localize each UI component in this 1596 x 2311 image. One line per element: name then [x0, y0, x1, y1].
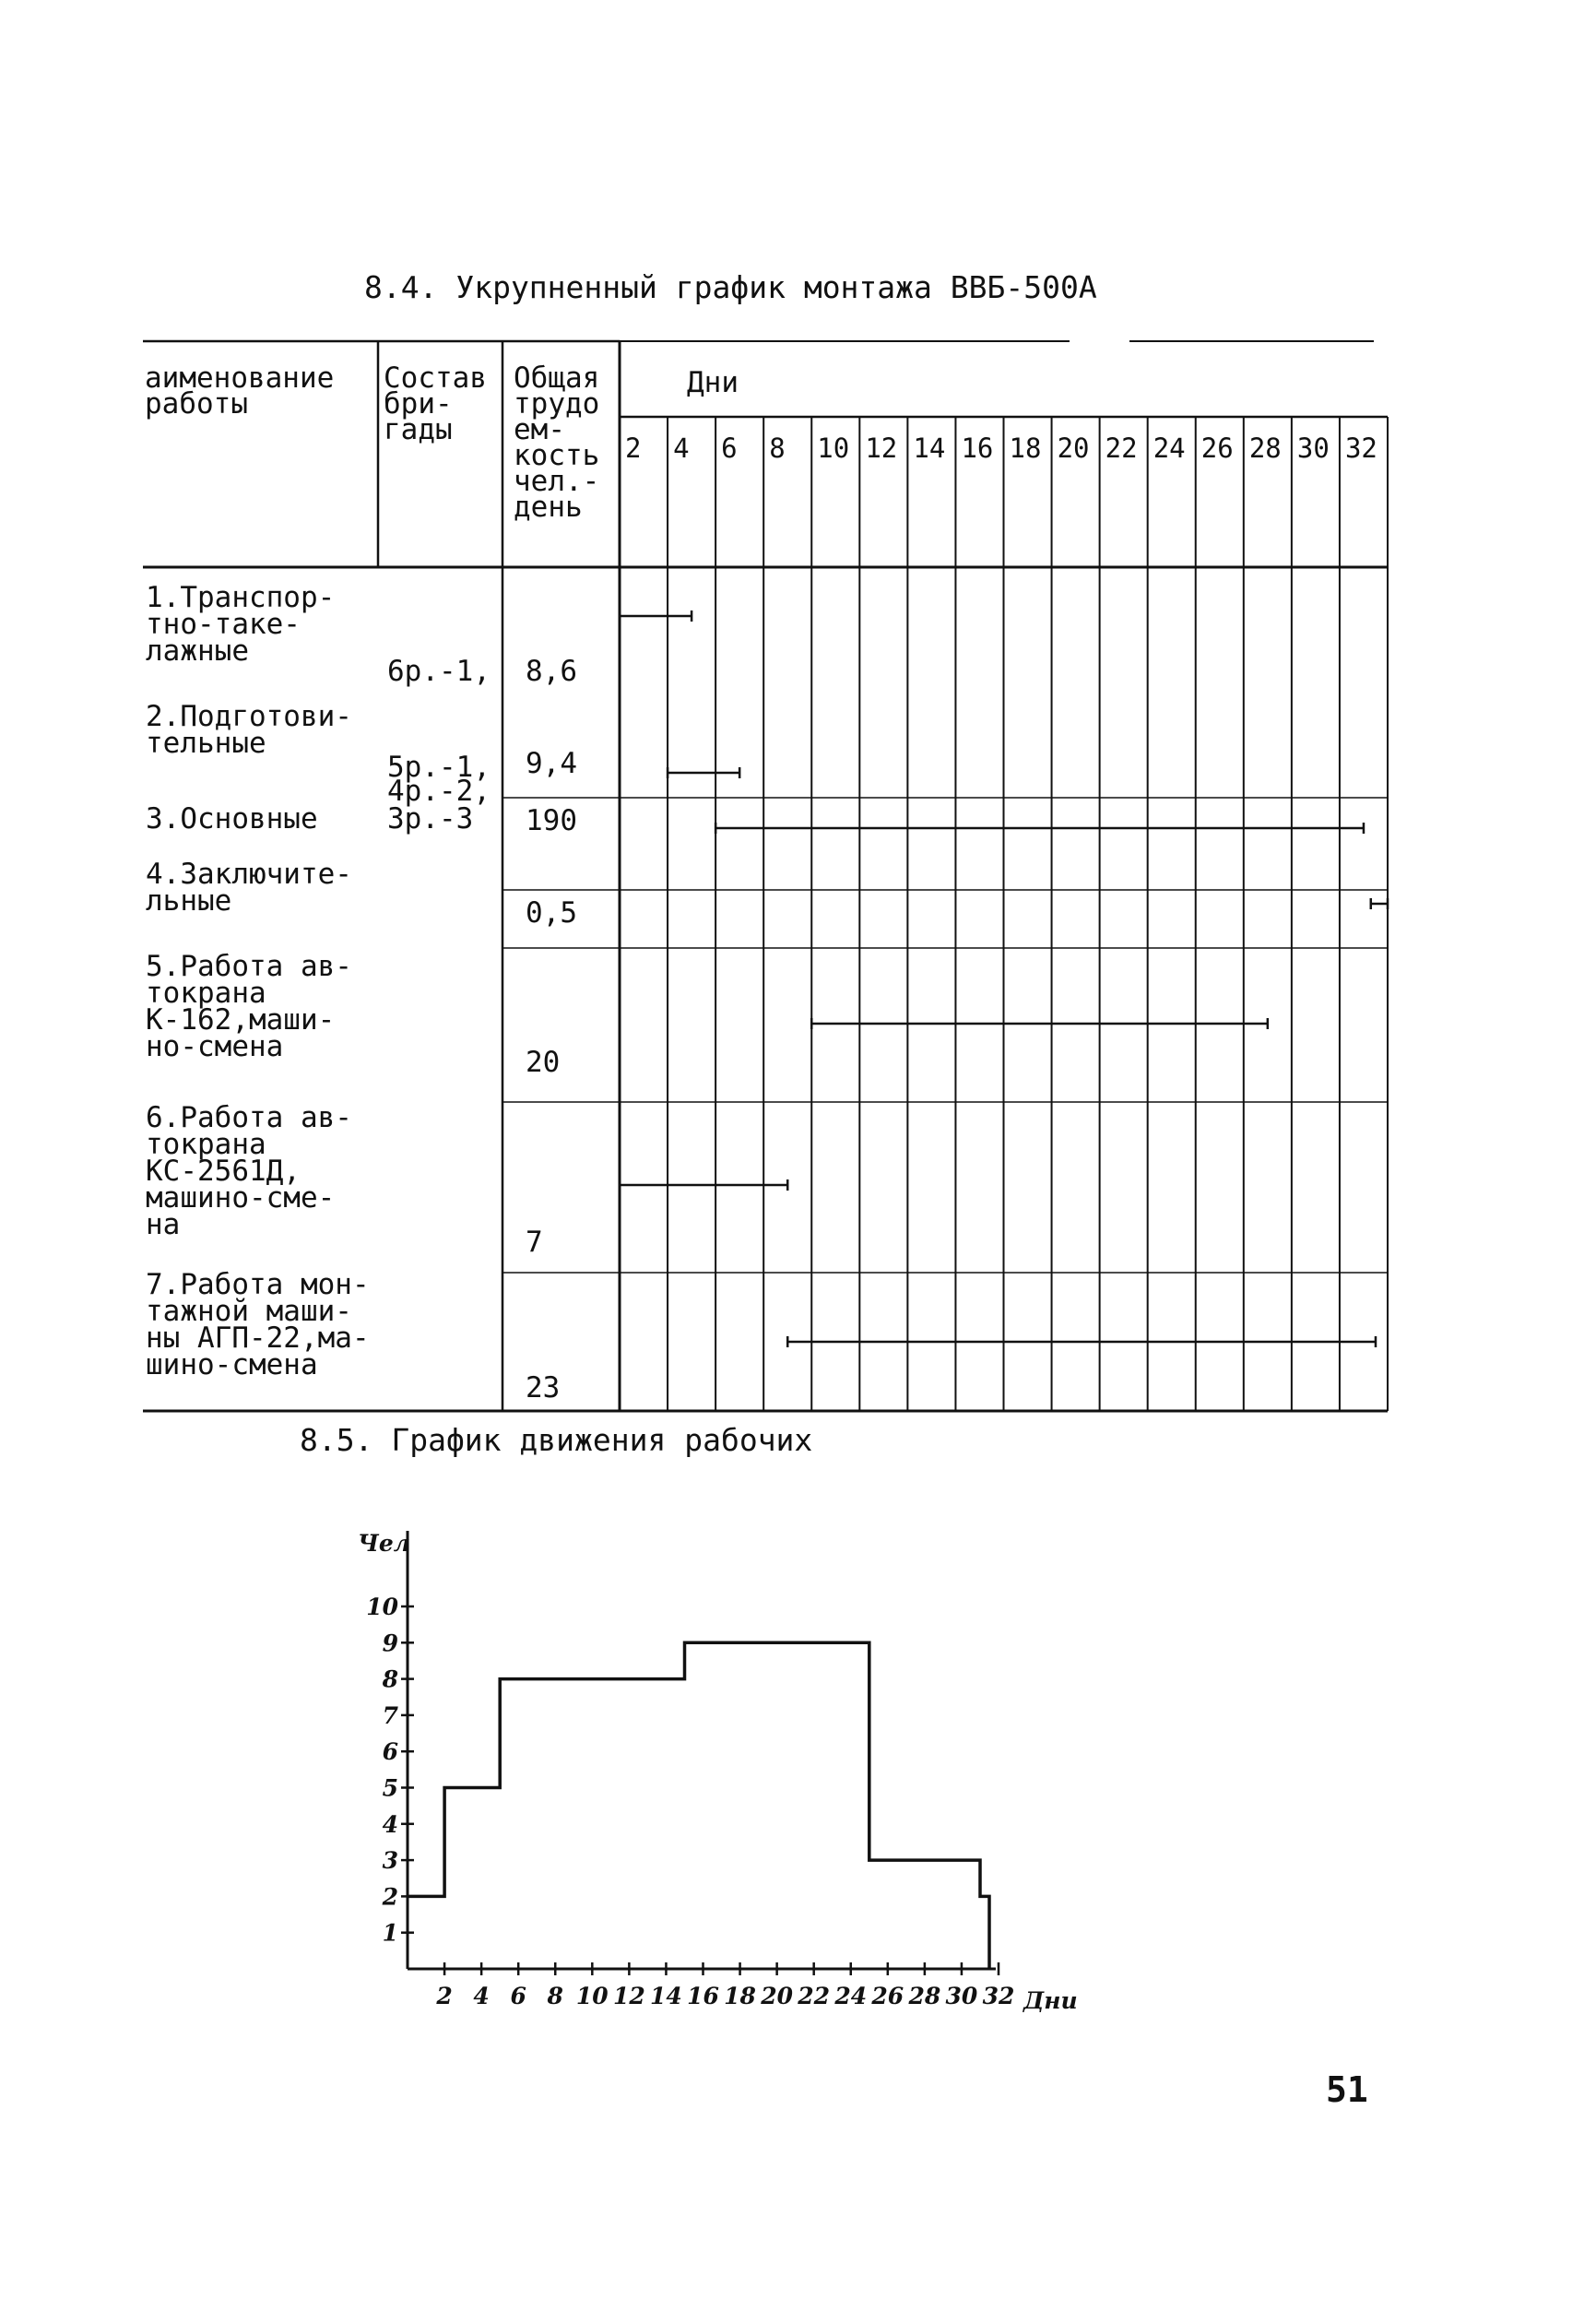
x-tick-label: 12 [612, 1983, 645, 2009]
task-name: тно-таке- [146, 608, 301, 641]
x-tick-label: 30 [945, 1983, 978, 2009]
workers-chart-title: 8.5. График движения рабочих [300, 1422, 813, 1458]
task-name: на [146, 1208, 181, 1241]
header-work: работы [145, 387, 248, 421]
task-labor: 8,6 [526, 655, 577, 688]
x-tick-label: 6 [510, 1983, 526, 2009]
task-name: ны АГП-22,ма- [146, 1321, 370, 1355]
task-name: тельные [146, 727, 266, 760]
day-label: 18 [1009, 433, 1042, 464]
header-work: аименование [145, 361, 335, 395]
task-name: токрана [146, 1128, 266, 1161]
task-labor: 0,5 [526, 896, 577, 930]
x-tick-label: 8 [547, 1983, 563, 2009]
day-label: 2 [625, 433, 642, 464]
header-labor: чел.- [514, 465, 600, 498]
x-tick-label: 10 [575, 1983, 609, 2009]
y-tick-label: 8 [382, 1665, 398, 1693]
x-tick-label: 18 [724, 1983, 756, 2009]
header-labor: Общая [514, 361, 600, 395]
task-name: шино-смена [146, 1348, 318, 1381]
workers-step-line [408, 1642, 989, 1969]
header-labor: ем- [514, 413, 565, 446]
day-label: 12 [865, 433, 898, 464]
task-name: машино-сме- [146, 1181, 336, 1215]
x-axis-label: Дни [1023, 1987, 1078, 2014]
task-crew: 6р.-1, [387, 655, 491, 688]
y-tick-label: 6 [382, 1738, 398, 1766]
task-name: лажные [146, 634, 249, 668]
task-name: 3.Основные [146, 802, 318, 836]
task-labor: 7 [526, 1226, 543, 1259]
x-tick-label: 14 [650, 1983, 682, 2009]
y-tick-label: 9 [382, 1630, 398, 1657]
task-name: 5.Работа ав- [146, 950, 352, 983]
day-label: 16 [961, 433, 994, 464]
task-labor: 190 [526, 804, 577, 837]
x-tick-label: 24 [834, 1983, 868, 2009]
y-tick-label: 2 [382, 1883, 398, 1911]
header-labor: трудо [514, 387, 600, 421]
day-label: 20 [1057, 433, 1090, 464]
task-name: но-смена [146, 1030, 284, 1063]
gantt-title: 8.4. Укрупненный график монтажа ВВБ-500А [364, 269, 1097, 305]
x-tick-label: 22 [798, 1983, 831, 2009]
day-label: 10 [817, 433, 850, 464]
day-label: 6 [721, 433, 738, 464]
y-tick-label: 10 [366, 1594, 398, 1620]
x-tick-label: 28 [908, 1983, 941, 2009]
day-label: 14 [913, 433, 946, 464]
y-axis-label: Чел [358, 1530, 411, 1557]
day-label: 22 [1105, 433, 1138, 464]
task-name: КС-2561Д, [146, 1155, 301, 1188]
task-labor: 23 [526, 1371, 561, 1404]
header-days: Дни [687, 366, 739, 399]
task-name: К-162,маши- [146, 1003, 336, 1037]
task-labor: 20 [526, 1046, 561, 1079]
task-name: 4.Заключите- [146, 858, 352, 891]
x-tick-label: 4 [473, 1983, 490, 2009]
day-label: 4 [673, 433, 690, 464]
y-tick-label: 1 [382, 1919, 398, 1947]
task-crew: 4р.-2, [387, 775, 491, 808]
x-tick-label: 2 [436, 1983, 453, 2009]
task-name: 1.Транспор- [146, 581, 336, 614]
header-labor: кость [514, 439, 600, 472]
y-tick-label: 4 [382, 1810, 398, 1838]
task-name: тажной маши- [146, 1295, 352, 1328]
task-labor: 9,4 [526, 747, 577, 780]
task-name: токрана [146, 977, 266, 1010]
day-label: 8 [769, 433, 786, 464]
day-label: 26 [1200, 433, 1234, 464]
y-tick-label: 5 [382, 1774, 398, 1802]
task-crew: 3р.-3 [387, 802, 474, 836]
task-name: 6.Работа ав- [146, 1101, 352, 1134]
page-number: 51 [1326, 2069, 1368, 2110]
header-labor: день [514, 491, 583, 524]
day-label: 28 [1248, 433, 1282, 464]
y-tick-label: 3 [382, 1847, 398, 1875]
task-crew: 5р.-1, [387, 751, 491, 784]
x-tick-label: 20 [761, 1983, 794, 2009]
header-crew: гады [384, 413, 453, 446]
task-name: льные [146, 884, 232, 918]
task-name: 7.Работа мон- [146, 1268, 370, 1301]
x-tick-label: 26 [871, 1983, 904, 2009]
header-crew: бри- [384, 387, 453, 421]
y-tick-label: 7 [382, 1701, 398, 1729]
day-label: 32 [1344, 433, 1377, 464]
x-tick-label: 16 [687, 1983, 719, 2009]
header-crew: Состав [384, 361, 487, 395]
day-label: 30 [1296, 433, 1330, 464]
task-name: 2.Подготови- [146, 700, 352, 733]
x-tick-label: 32 [982, 1983, 1015, 2009]
day-label: 24 [1153, 433, 1186, 464]
